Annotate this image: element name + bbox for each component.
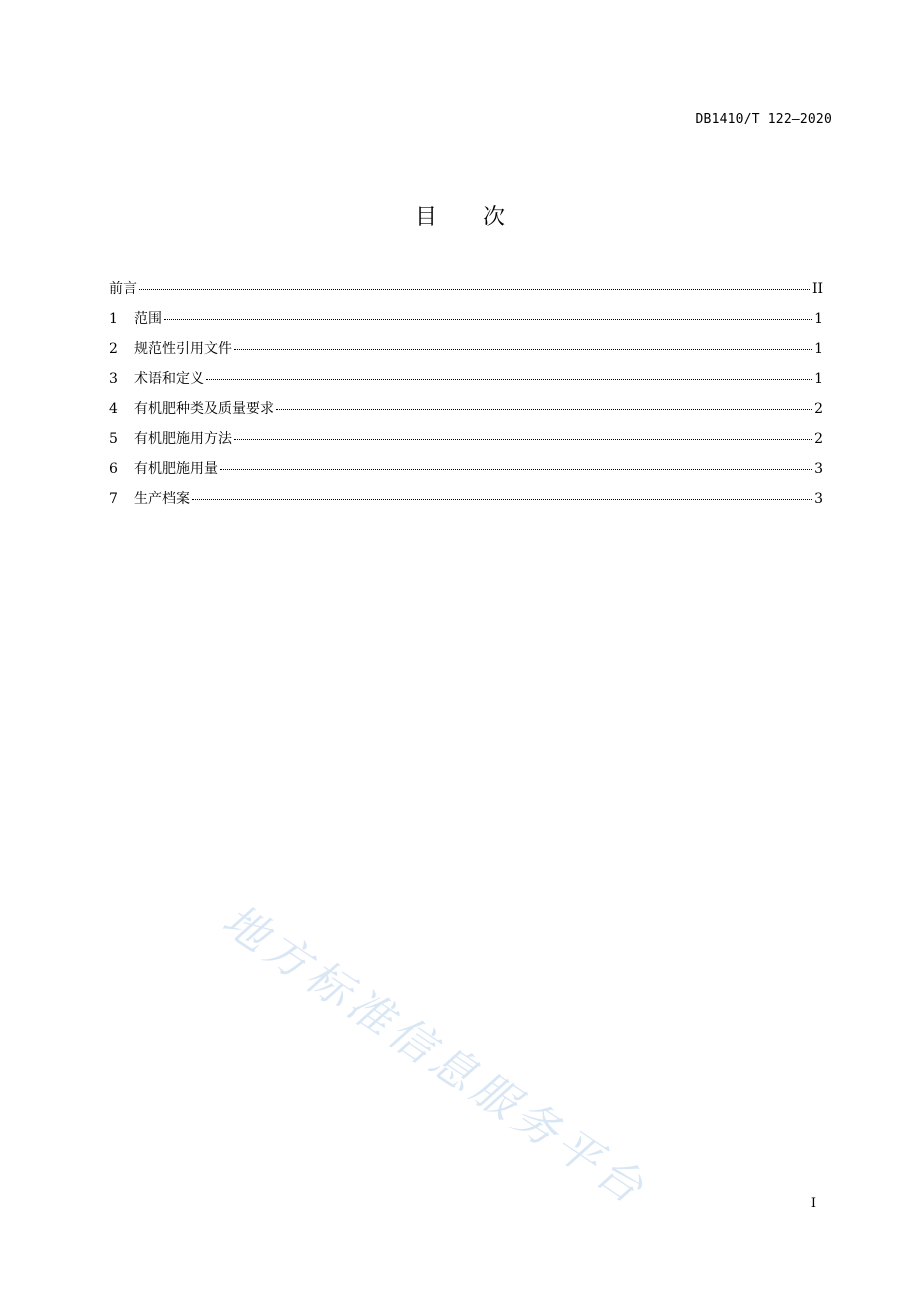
toc-entry-label: 规范性引用文件	[134, 341, 232, 357]
toc-entry-2[interactable]	[109, 338, 823, 368]
toc-entry-page: 3	[814, 491, 823, 507]
toc-entry-1[interactable]	[109, 308, 823, 338]
toc-entry-4[interactable]	[109, 398, 823, 428]
toc-entry-label: 有机肥施用量	[134, 461, 218, 477]
toc-entry-number: 2	[109, 341, 118, 357]
toc-entry-page: 1	[814, 371, 823, 387]
toc-entry-page: II	[811, 281, 823, 297]
toc-entry-label: 生产档案	[134, 491, 190, 507]
toc-entry-5[interactable]	[109, 428, 823, 458]
toc-leader-dots	[234, 349, 812, 350]
toc-entry-page: 2	[814, 431, 823, 447]
table-of-contents	[109, 278, 823, 518]
toc-entry-number: 7	[109, 491, 118, 507]
toc-entry-page: 2	[814, 401, 823, 417]
watermark: 地方标准信息服务平台	[213, 894, 657, 1217]
toc-leader-dots	[220, 469, 812, 470]
toc-entry-number: 4	[109, 401, 118, 417]
toc-entry-7[interactable]	[109, 488, 823, 518]
toc-title: 目次	[414, 205, 551, 230]
toc-entry-page: 1	[814, 341, 823, 357]
toc-entry-number: 1	[109, 311, 118, 327]
toc-leader-dots	[234, 439, 812, 440]
standard-code: DB1410/T 122—2020	[695, 112, 832, 127]
toc-entry-page: 1	[814, 311, 823, 327]
toc-entry-3[interactable]	[109, 368, 823, 398]
toc-leader-dots	[164, 319, 812, 320]
toc-entry-page: 3	[814, 461, 823, 477]
toc-entry-number: 5	[109, 431, 118, 447]
toc-entry-number: 6	[109, 461, 118, 477]
toc-leader-dots	[192, 499, 812, 500]
toc-entry-label: 有机肥施用方法	[134, 431, 232, 447]
toc-leader-dots	[276, 409, 812, 410]
toc-entry-6[interactable]	[109, 458, 823, 488]
toc-leader-dots	[206, 379, 812, 380]
toc-entry-number: 3	[109, 371, 118, 387]
toc-entry-label: 术语和定义	[134, 371, 204, 387]
page-number: I	[810, 1196, 816, 1211]
toc-entry-foreword[interactable]	[109, 278, 823, 308]
toc-leader-dots	[139, 289, 810, 290]
toc-entry-label: 范围	[134, 311, 162, 327]
toc-entry-label: 前言	[109, 281, 137, 297]
toc-entry-label: 有机肥种类及质量要求	[134, 401, 274, 417]
